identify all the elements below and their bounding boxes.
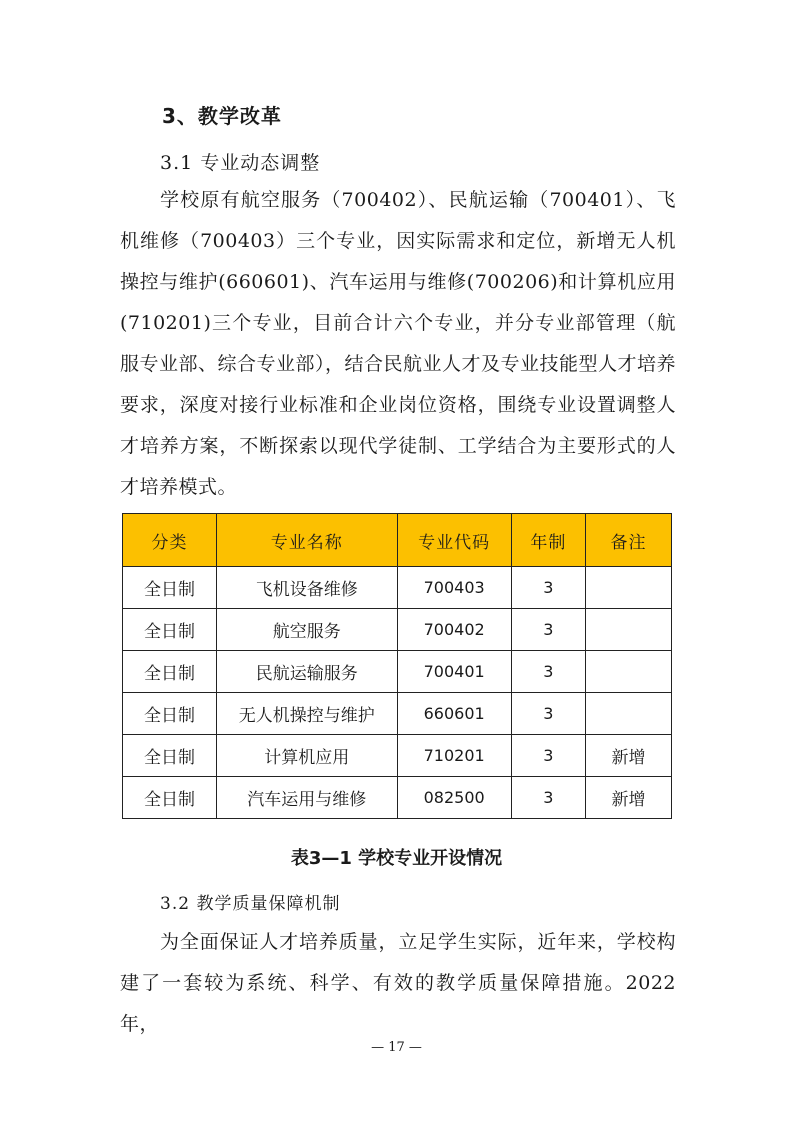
table-row [123, 651, 672, 693]
cell-major-name: 无人机操控与维护 [216, 693, 397, 735]
cell-years: 3 [511, 693, 585, 735]
cell-category: 全日制 [123, 693, 217, 735]
cell-major-name: 民航运输服务 [216, 651, 397, 693]
cell-major-name: 汽车运用与维修 [216, 777, 397, 819]
cell-category: 全日制 [123, 651, 217, 693]
cell-major-code: 700403 [397, 567, 511, 609]
table-row [123, 609, 672, 651]
cell-major-name: 计算机应用 [216, 735, 397, 777]
paragraph-major-adjustment: 学校原有航空服务（700402）、民航运输（700401）、飞机维修（700403）三个专业，因实际需求和定位，新增无人机操控与维护(660601)、汽车运用与维修(700206)和计算机应用(710201)三个专业，目前合计六个专业，并分专业部管理（航服专业部、综合专业部），结合民航业人才及专业技能型人才培养要求，深度对接行业标准和企业岗位资格，围绕专业设置调整人才培养方案，不断探索以现代学徒制、工学结合为主要形式的人才培养模式。 [120, 189, 677, 498]
subsection-heading-3-2: 3.2 教学质量保障机制 [160, 894, 341, 914]
table-row [123, 735, 672, 777]
header-major-code: 专业代码 [397, 514, 511, 567]
page-number: — 17 — [371, 1040, 422, 1055]
header-years: 年制 [511, 514, 585, 567]
cell-note: 新增 [585, 735, 671, 777]
cell-major-code: 700401 [397, 651, 511, 693]
cell-major-code: 082500 [397, 777, 511, 819]
header-note: 备注 [585, 514, 671, 567]
cell-years: 3 [511, 609, 585, 651]
cell-major-code: 710201 [397, 735, 511, 777]
cell-major-code: 660601 [397, 693, 511, 735]
cell-note [585, 609, 671, 651]
majors-table [122, 513, 672, 819]
cell-major-name: 航空服务 [216, 609, 397, 651]
cell-major-name: 飞机设备维修 [216, 567, 397, 609]
cell-category: 全日制 [123, 777, 217, 819]
table-row [123, 693, 672, 735]
table-row [123, 777, 672, 819]
section-heading: 3、教学改革 [162, 104, 282, 128]
cell-major-code: 700402 [397, 609, 511, 651]
cell-note [585, 651, 671, 693]
cell-years: 3 [511, 777, 585, 819]
table-caption: 表3—1 学校专业开设情况 [290, 848, 503, 869]
cell-category: 全日制 [123, 735, 217, 777]
header-major-name: 专业名称 [216, 514, 397, 567]
cell-note [585, 567, 671, 609]
subsection-heading-3-1: 3.1 专业动态调整 [160, 152, 321, 174]
table-header-row [123, 514, 672, 567]
paragraph-quality-assurance: 为全面保证人才培养质量，立足学生实际，近年来，学校构建了一套较为系统、科学、有效的教学质量保障措施。2022年， [120, 931, 676, 1035]
cell-years: 3 [511, 735, 585, 777]
cell-category: 全日制 [123, 609, 217, 651]
header-category: 分类 [123, 514, 217, 567]
cell-years: 3 [511, 651, 585, 693]
cell-years: 3 [511, 567, 585, 609]
table-row [123, 567, 672, 609]
cell-note [585, 693, 671, 735]
cell-note: 新增 [585, 777, 671, 819]
cell-category: 全日制 [123, 567, 217, 609]
